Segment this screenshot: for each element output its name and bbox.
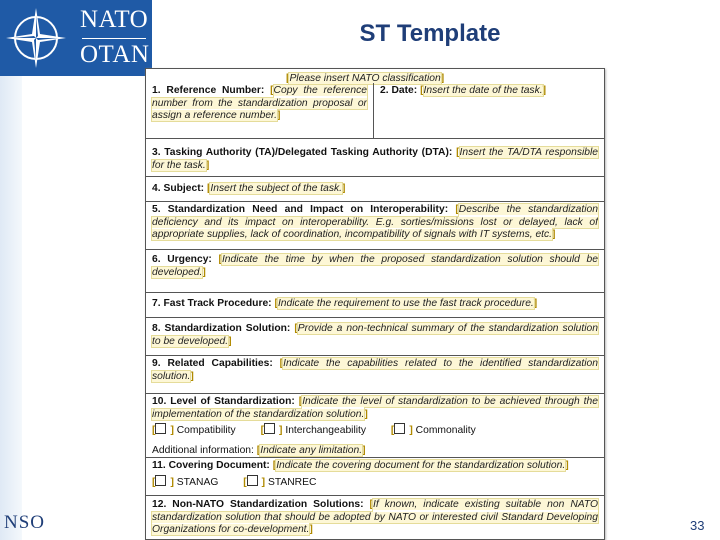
related-capabilities-row: 9. Related Capabilities: [Indicate the capabilities related to the identified standardization solution.] — [146, 356, 604, 394]
st-template-form — [145, 68, 605, 540]
checkbox-commonality[interactable] — [394, 423, 405, 434]
page-number: 33 — [690, 518, 705, 533]
covering-document-row: 11. Covering Document: [Indicate the covering document for the standardization solution.] [ ] STANAG [ ] STANREC — [146, 458, 604, 496]
left-decor-strip — [0, 76, 22, 540]
date-cell: 2. Date: [Insert the date of the task.] — [380, 85, 547, 96]
option-commonality[interactable]: [ ] Commonality — [390, 425, 476, 436]
standardization-solution-row: 8. Standardization Solution: [Provide a non-technical summary of the standardization solution to be developed.] — [146, 318, 604, 356]
logo-divider — [82, 38, 146, 39]
option-stanag[interactable]: [ ] STANAG — [152, 476, 219, 488]
nato-logo — [0, 0, 152, 76]
reference-number-cell: 1. Reference Number: [Copy the reference number from the standardization proposal or assign a reference number.] — [146, 83, 374, 139]
level-options — [152, 423, 598, 438]
slide-title: ST Template — [359, 20, 501, 47]
checkbox-stanrec[interactable] — [247, 475, 258, 486]
standardization-need-row: 5. Standardization Need and Impact on Interoperability: [Describe the standardization deficiency and its impact on interoperability. E.g. sorties/missions lost or delayed, lack of appropriate supplies, lack of coordination, incompatibility of signals with IT systems, etc.] — [146, 202, 604, 250]
level-of-standardization-row: 10. Level of Standardization: [Indicate the level of standardization to be achieved through the implementation of the standardization solution.] [ ] Compatibility [ ] Interchangeability [ ] Commonality Additional information: [Indicate any limitation.] — [146, 394, 604, 458]
option-interchangeability[interactable]: [ ] Interchangeability — [260, 425, 367, 436]
checkbox-interchangeability[interactable] — [264, 423, 275, 434]
checkbox-compatibility[interactable] — [155, 423, 166, 434]
tasking-authority-row: 3. Tasking Authority (TA)/Delegated Tasking Authority (DTA): [Insert the TA/DTA responsible for the task.] — [146, 139, 604, 177]
option-compatibility[interactable]: [ ] Compatibility — [152, 425, 236, 436]
nato-compass-star-icon — [4, 6, 68, 70]
nso-logo: NSO — [4, 512, 46, 533]
checkbox-stanag[interactable] — [155, 475, 166, 486]
classification-field: [Please insert NATO classification] — [286, 73, 445, 84]
fast-track-row: 7. Fast Track Procedure: [Indicate the requirement to use the fast track procedure.] — [146, 293, 604, 318]
option-stanrec[interactable]: [ ] STANREC — [243, 476, 317, 488]
subject-row: 4. Subject: [Insert the subject of the task.] — [146, 177, 604, 202]
non-nato-solutions-row: 12. Non-NATO Standardization Solutions: [If known, indicate existing suitable non NATO standardization solution that should be adopted by NATO or interested civil Standard Developing Organizations for co-development.] — [152, 499, 598, 535]
urgency-row: 6. Urgency: [Indicate the time by when the proposed standardization solution should be developed.] — [146, 250, 604, 293]
additional-information: Additional information: [Indicate any limitation.] — [152, 444, 366, 456]
covering-options — [152, 475, 598, 490]
logo-text-nato: NATO — [80, 6, 149, 33]
logo-text-otan: OTAN — [80, 41, 150, 68]
form-header-row — [146, 69, 604, 139]
